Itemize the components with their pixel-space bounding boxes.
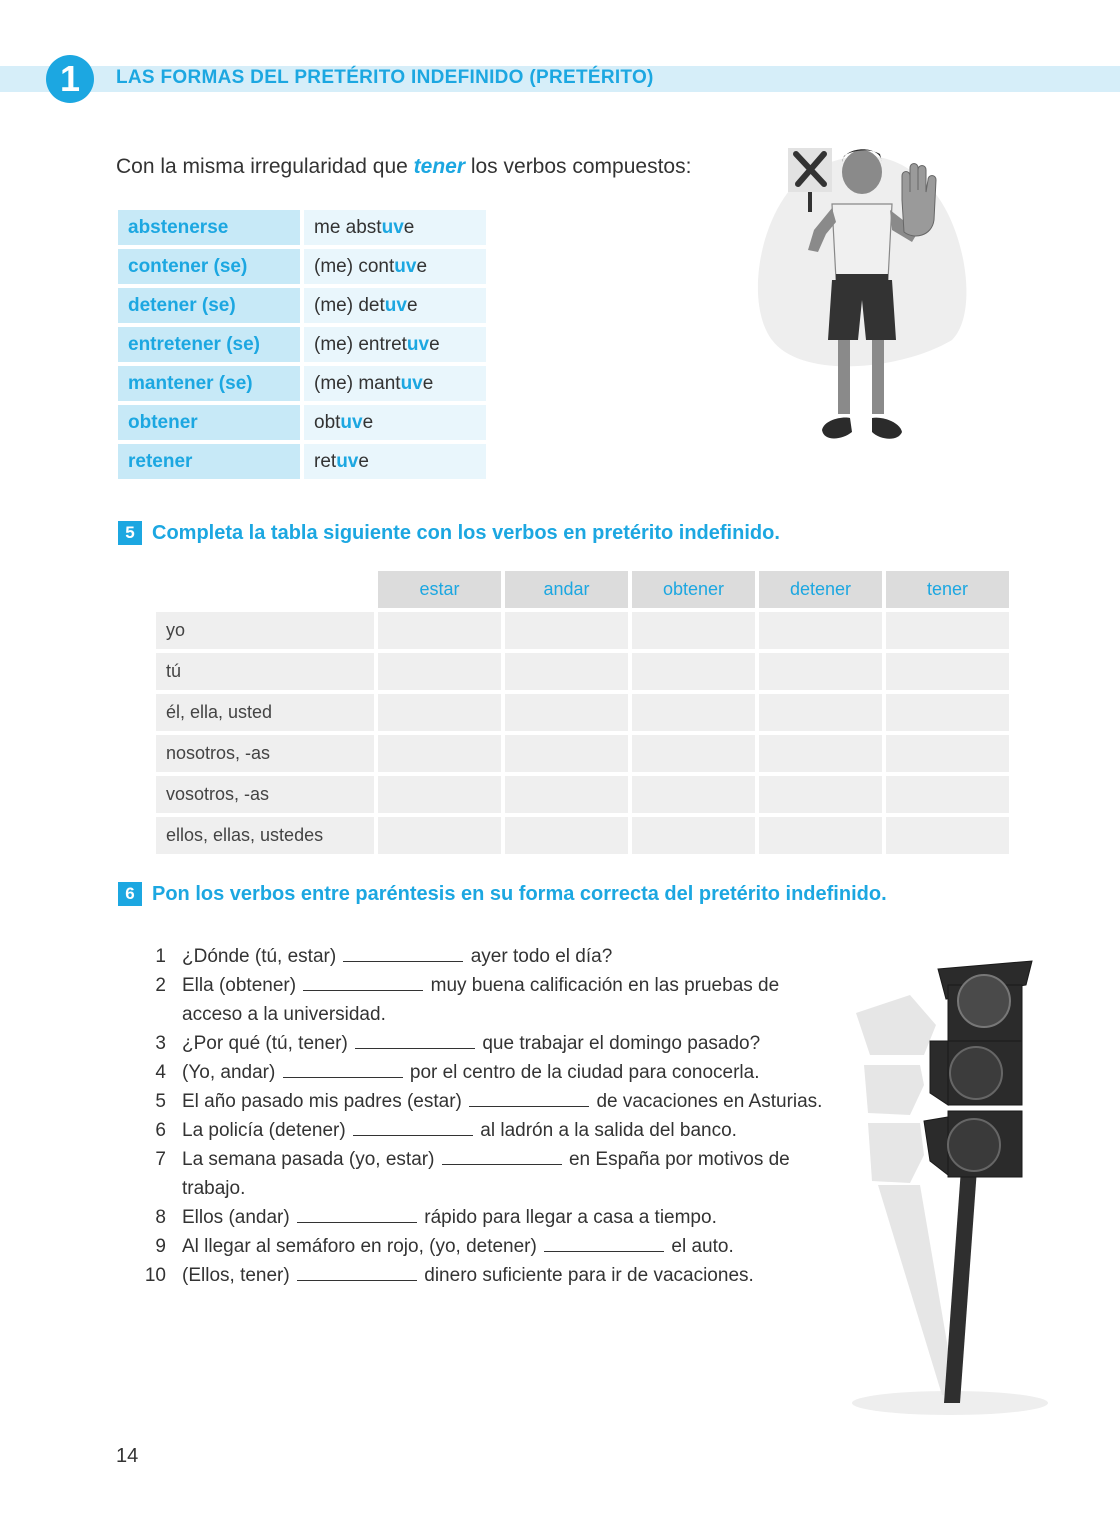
verbs-table-row xyxy=(118,249,486,284)
answer-cell[interactable] xyxy=(886,612,1009,649)
verb-form-stem: (me) det xyxy=(314,294,385,316)
verb-form-stem: obt xyxy=(314,411,341,433)
item-number: 10 xyxy=(144,1265,166,1286)
row-label: vosotros, -as xyxy=(156,776,374,813)
verb-infinitive: contener (se) xyxy=(118,249,300,284)
intro-keyword: tener xyxy=(413,155,465,178)
item-number: 6 xyxy=(155,1120,166,1141)
answer-blank[interactable] xyxy=(283,1061,403,1078)
answer-cell[interactable] xyxy=(759,653,882,690)
answer-cell[interactable] xyxy=(505,694,628,731)
answer-cell[interactable] xyxy=(378,653,501,690)
verbs-table-row xyxy=(118,327,486,362)
item-before: La policía (detener) xyxy=(182,1120,346,1141)
item-before: (Ellos, tener) xyxy=(182,1265,290,1286)
item-number: 5 xyxy=(155,1091,166,1112)
answer-cell[interactable] xyxy=(632,653,755,690)
answer-cell[interactable] xyxy=(378,776,501,813)
answer-cell[interactable] xyxy=(886,776,1009,813)
verb-infinitive: abstenerse xyxy=(118,210,300,245)
item-after: el auto. xyxy=(671,1236,734,1257)
item-after: rápido para llegar a casa a tiempo. xyxy=(424,1207,717,1228)
conjugation-table xyxy=(152,567,1013,858)
exercise-6-number: 6 xyxy=(118,882,142,906)
verb-form-stem: ret xyxy=(314,450,337,472)
answer-cell[interactable] xyxy=(505,653,628,690)
table-row xyxy=(156,735,1009,772)
verb-form-stem: (me) entret xyxy=(314,333,407,355)
verb-infinitive: mantener (se) xyxy=(118,366,300,401)
answer-cell[interactable] xyxy=(632,817,755,854)
verb-form-highlight: uv xyxy=(381,216,404,238)
exercise-5-heading xyxy=(118,521,780,545)
verb-form-ending: e xyxy=(422,372,434,394)
table-row xyxy=(156,694,1009,731)
table-row xyxy=(156,817,1009,854)
verb-form xyxy=(304,288,486,323)
verb-form-highlight: uv xyxy=(336,450,359,472)
answer-cell[interactable] xyxy=(632,776,755,813)
answer-cell[interactable] xyxy=(759,612,882,649)
verb-infinitive: detener (se) xyxy=(118,288,300,323)
page-number: 14 xyxy=(116,1445,139,1467)
intro-before: Con la misma irregularidad que xyxy=(116,155,414,178)
verb-form xyxy=(304,366,486,401)
item-after: en España por motivos de trabajo. xyxy=(182,1149,790,1199)
exercise-6-list xyxy=(140,942,840,1290)
answer-cell[interactable] xyxy=(632,735,755,772)
verb-form-highlight: uv xyxy=(384,294,407,316)
list-item xyxy=(140,971,840,1029)
answer-cell[interactable] xyxy=(378,817,501,854)
exercise-5-number: 5 xyxy=(118,521,142,545)
item-after: al ladrón a la salida del banco. xyxy=(480,1120,737,1141)
item-before: ¿Por qué (tú, tener) xyxy=(182,1033,348,1054)
item-number: 2 xyxy=(155,975,166,996)
item-text xyxy=(182,971,840,1029)
column-header-detener: detener xyxy=(759,571,882,608)
intro-text xyxy=(116,155,691,179)
column-header-andar: andar xyxy=(505,571,628,608)
verb-infinitive: obtener xyxy=(118,405,300,440)
item-text xyxy=(182,942,840,971)
verb-form-highlight: uv xyxy=(340,411,363,433)
item-before: ¿Dónde (tú, estar) xyxy=(182,946,337,967)
item-text xyxy=(182,1145,840,1203)
list-item xyxy=(140,942,840,971)
item-after: que trabajar el domingo pasado? xyxy=(482,1033,761,1054)
item-before: (Yo, andar) xyxy=(182,1062,276,1083)
verbs-table-row xyxy=(118,444,486,479)
answer-cell[interactable] xyxy=(759,776,882,813)
verb-form xyxy=(304,444,486,479)
answer-cell[interactable] xyxy=(378,612,501,649)
item-after: ayer todo el día? xyxy=(470,946,613,967)
answer-blank[interactable] xyxy=(343,945,463,962)
table-row xyxy=(156,653,1009,690)
answer-cell[interactable] xyxy=(886,653,1009,690)
table-row xyxy=(156,776,1009,813)
verbs-table xyxy=(114,206,490,483)
item-before: Ellos (andar) xyxy=(182,1207,290,1228)
verb-form-ending: e xyxy=(362,411,374,433)
column-header-tener: tener xyxy=(886,571,1009,608)
verb-form-stem: (me) cont xyxy=(314,255,395,277)
item-text xyxy=(182,1203,840,1232)
row-label: nosotros, -as xyxy=(156,735,374,772)
item-before: Ella (obtener) xyxy=(182,975,297,996)
answer-cell[interactable] xyxy=(505,776,628,813)
verb-form-ending: e xyxy=(358,450,369,472)
verb-form-stem: (me) mant xyxy=(314,372,401,394)
answer-blank[interactable] xyxy=(442,1148,562,1165)
answer-cell[interactable] xyxy=(886,735,1009,772)
verb-form-ending: e xyxy=(406,294,418,316)
list-item xyxy=(140,1203,840,1232)
verbs-table-row xyxy=(118,366,486,401)
answer-cell[interactable] xyxy=(378,694,501,731)
boy-stop-illustration xyxy=(752,140,972,450)
item-text xyxy=(182,1087,840,1116)
row-label: ellos, ellas, ustedes xyxy=(156,817,374,854)
item-after: por el centro de la ciudad para conocerla. xyxy=(409,1062,760,1083)
item-after: muy buena calificación en las pruebas de acceso a la universidad. xyxy=(182,975,780,1025)
verb-form-highlight: uv xyxy=(406,333,430,355)
column-header-obtener: obtener xyxy=(632,571,755,608)
verb-infinitive: retener xyxy=(118,444,300,479)
item-number: 9 xyxy=(155,1236,166,1257)
verb-infinitive: entretener (se) xyxy=(118,327,300,362)
item-number: 3 xyxy=(155,1033,166,1054)
exercise-6-instruction: Pon los verbos entre paréntesis en su forma correcta del pretérito indefinido. xyxy=(152,883,887,905)
verb-form xyxy=(304,249,486,284)
verbs-table-row xyxy=(118,288,486,323)
item-before: Al llegar al semáforo en rojo, (yo, detener) xyxy=(182,1236,537,1257)
answer-blank[interactable] xyxy=(297,1206,417,1223)
answer-cell[interactable] xyxy=(886,694,1009,731)
answer-blank[interactable] xyxy=(469,1090,589,1107)
answer-cell[interactable] xyxy=(759,735,882,772)
verb-form-stem: me abst xyxy=(314,216,382,238)
exercise-6-heading xyxy=(118,882,887,906)
verb-form-ending: e xyxy=(403,216,415,238)
answer-cell[interactable] xyxy=(632,612,755,649)
list-item xyxy=(140,1058,840,1087)
unit-number-badge: 1 xyxy=(46,55,94,103)
answer-blank[interactable] xyxy=(353,1119,473,1136)
item-text xyxy=(182,1058,840,1087)
item-number: 4 xyxy=(155,1062,166,1083)
answer-cell[interactable] xyxy=(378,735,501,772)
answer-blank[interactable] xyxy=(297,1264,417,1281)
answer-cell[interactable] xyxy=(505,735,628,772)
answer-cell[interactable] xyxy=(505,817,628,854)
answer-cell[interactable] xyxy=(505,612,628,649)
verb-form xyxy=(304,327,486,362)
unit-title: LAS FORMAS DEL PRETÉRITO INDEFINIDO (PRETÉRITO) xyxy=(116,67,654,88)
verbs-table-row xyxy=(118,405,486,440)
verb-form xyxy=(304,210,486,245)
table-corner xyxy=(156,571,374,608)
verb-form-highlight: uv xyxy=(400,372,423,394)
row-label: él, ella, usted xyxy=(156,694,374,731)
item-number: 7 xyxy=(155,1149,166,1170)
item-after: de vacaciones en Asturias. xyxy=(596,1091,823,1112)
verb-form-ending: e xyxy=(429,333,440,355)
list-item xyxy=(140,1145,840,1203)
row-label: tú xyxy=(156,653,374,690)
verbs-table-row xyxy=(118,210,486,245)
item-text xyxy=(182,1261,840,1290)
answer-cell[interactable] xyxy=(886,817,1009,854)
item-number: 1 xyxy=(155,946,166,967)
item-text xyxy=(182,1116,840,1145)
item-text xyxy=(182,1232,840,1261)
exercise-5-instruction: Completa la tabla siguiente con los verbos en pretérito indefinido. xyxy=(152,522,780,544)
list-item xyxy=(140,1029,840,1058)
item-before: El año pasado mis padres (estar) xyxy=(182,1091,462,1112)
answer-blank[interactable] xyxy=(303,974,423,991)
intro-after: los verbos compuestos: xyxy=(465,155,692,178)
item-after: dinero suficiente para ir de vacaciones. xyxy=(424,1265,754,1286)
answer-cell[interactable] xyxy=(632,694,755,731)
traffic-light-illustration xyxy=(850,955,1060,1425)
answer-cell[interactable] xyxy=(759,817,882,854)
verb-form xyxy=(304,405,486,440)
answer-blank[interactable] xyxy=(544,1235,664,1252)
item-number: 8 xyxy=(155,1207,166,1228)
column-header-estar: estar xyxy=(378,571,501,608)
list-item xyxy=(140,1261,840,1290)
item-text xyxy=(182,1029,840,1058)
verb-form-ending: e xyxy=(416,255,428,277)
list-item xyxy=(140,1087,840,1116)
list-item xyxy=(140,1232,840,1261)
table-row xyxy=(156,612,1009,649)
answer-blank[interactable] xyxy=(355,1032,475,1049)
verb-form-highlight: uv xyxy=(394,255,417,277)
item-before: La semana pasada (yo, estar) xyxy=(182,1149,435,1170)
row-label: yo xyxy=(156,612,374,649)
answer-cell[interactable] xyxy=(759,694,882,731)
list-item xyxy=(140,1116,840,1145)
